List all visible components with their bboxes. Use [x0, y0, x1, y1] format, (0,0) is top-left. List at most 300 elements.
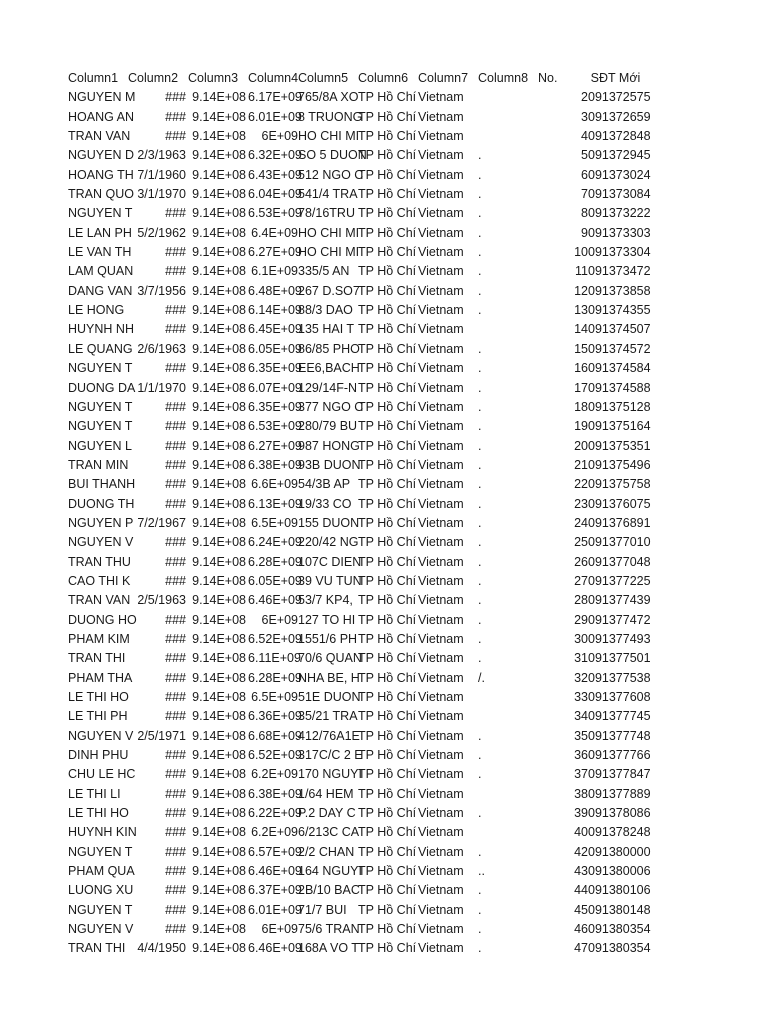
table-cell[interactable]: DUONG TH: [68, 496, 135, 511]
table-cell[interactable]: 54/3B AP: [298, 477, 351, 492]
table-cell[interactable]: 6.05E+09: [248, 341, 302, 356]
table-cell[interactable]: 168A VO T: [298, 941, 359, 956]
table-cell[interactable]: 42: [574, 844, 588, 859]
table-cell[interactable]: 20: [574, 438, 588, 453]
table-cell[interactable]: 512 NGO C: [298, 167, 364, 182]
table-cell[interactable]: Vietnam: [418, 477, 464, 492]
table-cell[interactable]: 6/213C CA: [298, 825, 360, 840]
table-cell[interactable]: /.: [478, 670, 485, 685]
table-cell[interactable]: 88/3 DAO: [298, 303, 353, 318]
table-cell[interactable]: 091377493: [588, 631, 651, 646]
table-cell[interactable]: 091380006: [588, 864, 651, 879]
table-cell[interactable]: TP Hồ Chí: [358, 90, 417, 105]
table-cell[interactable]: 6.35E+09: [248, 399, 302, 414]
table-cell[interactable]: 2/3/1963: [137, 148, 186, 163]
table-cell[interactable]: 39: [574, 806, 588, 821]
table-cell[interactable]: Vietnam: [418, 419, 464, 434]
table-cell[interactable]: 6: [581, 167, 588, 182]
table-cell[interactable]: 6.28E+09: [248, 554, 302, 569]
table-cell[interactable]: LE THI HO: [68, 690, 129, 704]
table-cell[interactable]: 25: [574, 535, 588, 550]
table-cell[interactable]: TP Hồ Chí: [358, 245, 417, 260]
table-cell[interactable]: 40: [574, 825, 588, 840]
table-cell[interactable]: 9.14E+08: [192, 129, 246, 144]
table-cell[interactable]: .: [478, 206, 482, 221]
table-cell[interactable]: 6.14E+09: [248, 303, 302, 318]
table-cell[interactable]: 1/64 HEM: [298, 786, 354, 801]
table-cell[interactable]: ###: [165, 767, 186, 782]
table-cell[interactable]: TP Hồ Chí: [358, 187, 417, 202]
column-header[interactable]: Column2: [128, 71, 179, 85]
table-cell[interactable]: 9.14E+08: [192, 187, 246, 202]
table-cell[interactable]: 22: [574, 477, 588, 492]
table-cell[interactable]: 2/2 CHAN: [298, 844, 355, 859]
table-cell[interactable]: [478, 823, 538, 842]
table-cell[interactable]: TP Hồ Chí: [358, 883, 417, 898]
table-cell[interactable]: 93B DUON: [298, 457, 361, 472]
table-cell[interactable]: 091377538: [588, 670, 651, 685]
table-cell[interactable]: LE THI LI: [68, 786, 121, 801]
table-cell[interactable]: Vietnam: [418, 264, 464, 279]
column-header[interactable]: Column5: [298, 71, 349, 85]
table-cell[interactable]: [478, 108, 538, 127]
table-cell[interactable]: 9.14E+08: [192, 883, 246, 898]
table-cell[interactable]: 6.52E+09: [248, 748, 302, 763]
table-cell[interactable]: 091380354: [588, 941, 651, 956]
table-cell[interactable]: 091377889: [588, 786, 651, 801]
table-cell[interactable]: TP Hồ Chí: [358, 109, 417, 124]
column-header[interactable]: Column6: [358, 71, 409, 85]
table-cell[interactable]: PHAM QUA: [68, 864, 135, 879]
table-cell[interactable]: .: [478, 748, 482, 763]
table-cell[interactable]: 9.14E+08: [192, 844, 246, 859]
table-cell[interactable]: TP Hồ Chí: [358, 535, 417, 550]
table-cell[interactable]: ###: [165, 496, 186, 511]
table-cell[interactable]: TRAN QUO: [68, 187, 134, 202]
table-cell[interactable]: 6.35E+09: [248, 361, 302, 376]
table-cell[interactable]: 987 HONG: [298, 438, 360, 453]
column-header[interactable]: SĐT Mới: [590, 71, 641, 85]
table-cell[interactable]: TRAN VAN: [68, 129, 131, 144]
table-cell[interactable]: 6.04E+09: [248, 187, 302, 202]
table-cell[interactable]: 6.01E+09: [248, 109, 302, 124]
table-cell[interactable]: 6.5E+09: [251, 515, 298, 530]
table-cell[interactable]: [478, 785, 538, 804]
table-cell[interactable]: 6.48E+09: [248, 283, 302, 298]
table-cell[interactable]: 9.14E+08: [192, 922, 246, 937]
table-cell[interactable]: 9.14E+08: [192, 438, 246, 453]
table-cell[interactable]: .: [478, 496, 482, 511]
table-cell[interactable]: 35: [574, 728, 588, 743]
table-cell[interactable]: ###: [165, 573, 186, 588]
table-cell[interactable]: ###: [165, 902, 186, 917]
table-cell[interactable]: ###: [165, 535, 186, 550]
table-cell[interactable]: 129/14F-N: [298, 380, 358, 395]
table-cell[interactable]: 6.38E+09: [248, 457, 302, 472]
table-cell[interactable]: 35/21 TRA: [298, 709, 358, 724]
table-cell[interactable]: ###: [165, 612, 186, 627]
table-cell[interactable]: TRAN THI: [68, 941, 126, 956]
table-cell[interactable]: 091380000: [588, 844, 651, 859]
table-cell[interactable]: 9.14E+08: [192, 341, 246, 356]
table-cell[interactable]: .: [478, 438, 482, 453]
table-cell[interactable]: 091373222: [588, 206, 651, 221]
table-cell[interactable]: DUONG HO: [68, 612, 137, 627]
table-cell[interactable]: HO CHI MI: [298, 225, 360, 240]
table-cell[interactable]: Vietnam: [418, 148, 464, 163]
table-cell[interactable]: TP Hồ Chí: [358, 651, 417, 666]
table-cell[interactable]: TRAN THU: [68, 554, 131, 569]
table-cell[interactable]: NGUYEN L: [68, 438, 132, 453]
table-cell[interactable]: 9: [581, 225, 588, 240]
table-cell[interactable]: HUYNH NH: [68, 322, 134, 337]
table-cell[interactable]: LE THI HO: [68, 806, 129, 821]
table-cell[interactable]: 19: [574, 419, 588, 434]
table-cell[interactable]: 091377501: [588, 651, 651, 666]
table-cell[interactable]: Vietnam: [418, 902, 464, 917]
table-cell[interactable]: ###: [165, 361, 186, 376]
table-cell[interactable]: ###: [165, 864, 186, 879]
table-cell[interactable]: ###: [165, 477, 186, 492]
table-cell[interactable]: ###: [165, 129, 186, 144]
table-cell[interactable]: NHA BE, H: [298, 670, 360, 685]
table-cell[interactable]: Vietnam: [418, 496, 464, 511]
table-cell[interactable]: 5: [581, 148, 588, 163]
table-cell[interactable]: 24: [574, 515, 588, 530]
table-cell[interactable]: 6.68E+09: [248, 728, 302, 743]
table-cell[interactable]: TP Hồ Chí: [358, 806, 417, 821]
table-cell[interactable]: NGUYEN V: [68, 922, 134, 937]
table-cell[interactable]: 091375496: [588, 457, 651, 472]
table-cell[interactable]: TP Hồ Chí: [358, 941, 417, 956]
table-cell[interactable]: NGUYEN T: [68, 361, 133, 376]
table-cell[interactable]: Vietnam: [418, 438, 464, 453]
table-cell[interactable]: Vietnam: [418, 380, 464, 395]
table-cell[interactable]: 12: [574, 283, 588, 298]
table-cell[interactable]: Vietnam: [418, 690, 464, 704]
table-cell[interactable]: TP Hồ Chí: [358, 264, 417, 279]
table-cell[interactable]: 7: [581, 187, 588, 202]
table-cell[interactable]: ###: [165, 748, 186, 763]
table-cell[interactable]: 9.14E+08: [192, 728, 246, 743]
table-cell[interactable]: .: [478, 922, 482, 937]
table-cell[interactable]: 091374588: [588, 380, 651, 395]
table-cell[interactable]: Vietnam: [418, 728, 464, 743]
table-cell[interactable]: ###: [165, 457, 186, 472]
table-cell[interactable]: .: [478, 651, 482, 666]
table-cell[interactable]: TRAN THI: [68, 651, 126, 666]
table-cell[interactable]: 4: [581, 129, 588, 144]
table-cell[interactable]: 9.14E+08: [192, 515, 246, 530]
column-header[interactable]: No.: [538, 71, 558, 85]
table-cell[interactable]: 6.2E+09: [251, 825, 298, 840]
table-cell[interactable]: Vietnam: [418, 670, 464, 685]
table-cell[interactable]: TP Hồ Chí: [358, 322, 417, 337]
table-cell[interactable]: 9.14E+08: [192, 748, 246, 763]
table-cell[interactable]: NGUYEN T: [68, 902, 133, 917]
table-cell[interactable]: 9.14E+08: [192, 864, 246, 879]
table-cell[interactable]: TP Hồ Chí: [358, 341, 417, 356]
table-cell[interactable]: .: [478, 806, 482, 821]
table-cell[interactable]: ..: [478, 864, 485, 879]
table-cell[interactable]: .: [478, 883, 482, 898]
table-cell[interactable]: Vietnam: [418, 593, 464, 608]
table-cell[interactable]: Vietnam: [418, 167, 464, 182]
table-cell[interactable]: 4/4/1950: [137, 941, 186, 956]
table-cell[interactable]: NGUYEN P: [68, 515, 134, 530]
table-cell[interactable]: 9.14E+08: [192, 245, 246, 260]
table-cell[interactable]: 6.28E+09: [248, 670, 302, 685]
table-cell[interactable]: 6.43E+09: [248, 167, 302, 182]
table-cell[interactable]: TP Hồ Chí: [358, 728, 417, 743]
table-cell[interactable]: 091373472: [588, 264, 651, 279]
table-cell[interactable]: Vietnam: [418, 303, 464, 318]
table-cell[interactable]: .: [478, 225, 482, 240]
table-cell[interactable]: 6E+09: [261, 129, 298, 144]
table-cell[interactable]: ###: [165, 399, 186, 414]
table-cell[interactable]: 091376891: [588, 515, 651, 530]
table-cell[interactable]: 6.52E+09: [248, 631, 302, 646]
table-cell[interactable]: 091378086: [588, 806, 651, 821]
table-cell[interactable]: 53/7 KP4,: [298, 593, 353, 608]
table-cell[interactable]: 71/7 BUI: [298, 902, 347, 917]
table-cell[interactable]: 091373303: [588, 225, 651, 240]
table-cell[interactable]: .: [478, 941, 482, 956]
table-cell[interactable]: 13: [574, 303, 588, 318]
table-cell[interactable]: HO CHI MI: [298, 129, 360, 144]
table-cell[interactable]: [478, 707, 538, 726]
table-cell[interactable]: 107C DIEN: [298, 554, 362, 569]
table-cell[interactable]: Vietnam: [418, 109, 464, 124]
table-cell[interactable]: 6E+09: [261, 922, 298, 937]
table-cell[interactable]: CHU LE HC: [68, 767, 136, 782]
table-cell[interactable]: EE6,BACH: [298, 361, 360, 376]
table-cell[interactable]: TRAN VAN: [68, 593, 131, 608]
table-cell[interactable]: 9.14E+08: [192, 90, 246, 105]
table-cell[interactable]: Vietnam: [418, 767, 464, 782]
table-cell[interactable]: TP Hồ Chí: [358, 496, 417, 511]
table-cell[interactable]: 3: [581, 109, 588, 124]
table-cell[interactable]: .: [478, 380, 482, 395]
column-header[interactable]: Column8: [478, 71, 529, 85]
table-cell[interactable]: 6.36E+09: [248, 709, 302, 724]
table-cell[interactable]: Vietnam: [418, 90, 464, 105]
table-cell[interactable]: Vietnam: [418, 129, 464, 144]
table-cell[interactable]: HOANG TH: [68, 167, 134, 182]
table-cell[interactable]: 9.14E+08: [192, 902, 246, 917]
table-cell[interactable]: 6.46E+09: [248, 864, 302, 879]
table-cell[interactable]: 5/2/1962: [137, 225, 186, 240]
table-cell[interactable]: TP Hồ Chí: [358, 438, 417, 453]
table-cell[interactable]: ###: [165, 825, 186, 840]
table-cell[interactable]: .: [478, 341, 482, 356]
table-cell[interactable]: 7/2/1967: [137, 515, 186, 530]
table-cell[interactable]: TP Hồ Chí: [358, 303, 417, 318]
table-cell[interactable]: 9.14E+08: [192, 477, 246, 492]
table-cell[interactable]: 28: [574, 593, 588, 608]
table-cell[interactable]: 15: [574, 341, 588, 356]
table-cell[interactable]: Vietnam: [418, 457, 464, 472]
table-cell[interactable]: Vietnam: [418, 535, 464, 550]
table-cell[interactable]: 37: [574, 767, 588, 782]
table-cell[interactable]: DUONG DA: [68, 380, 136, 395]
table-cell[interactable]: ###: [165, 883, 186, 898]
table-cell[interactable]: 36: [574, 748, 588, 763]
table-cell[interactable]: 6.5E+09: [251, 690, 298, 704]
table-cell[interactable]: ###: [165, 419, 186, 434]
table-cell[interactable]: .: [478, 477, 482, 492]
table-cell[interactable]: ###: [165, 303, 186, 318]
table-cell[interactable]: TRAN MIN: [68, 457, 129, 472]
table-cell[interactable]: Vietnam: [418, 515, 464, 530]
table-cell[interactable]: Vietnam: [418, 922, 464, 937]
table-cell[interactable]: LE VAN TH: [68, 245, 132, 260]
table-cell[interactable]: TP Hồ Chí: [358, 283, 417, 298]
table-cell[interactable]: 9.14E+08: [192, 380, 246, 395]
table-cell[interactable]: 7/1/1960: [137, 167, 186, 182]
table-cell[interactable]: NGUYEN T: [68, 206, 133, 221]
table-cell[interactable]: TP Hồ Chí: [358, 593, 417, 608]
table-cell[interactable]: 280/79 BU: [298, 419, 358, 434]
table-cell[interactable]: 6E+09: [261, 612, 298, 627]
table-cell[interactable]: LE LAN PH: [68, 225, 132, 240]
table-cell[interactable]: 9.14E+08: [192, 573, 246, 588]
table-cell[interactable]: 9.14E+08: [192, 206, 246, 221]
table-cell[interactable]: 8 TRUONG: [298, 109, 363, 124]
table-cell[interactable]: 38: [574, 786, 588, 801]
table-cell[interactable]: 9.14E+08: [192, 631, 246, 646]
table-cell[interactable]: SO 5 DUON: [298, 148, 367, 163]
table-cell[interactable]: .: [478, 554, 482, 569]
table-cell[interactable]: DINH PHU: [68, 748, 129, 763]
table-cell[interactable]: 9.14E+08: [192, 612, 246, 627]
table-cell[interactable]: 3/1/1970: [137, 187, 186, 202]
table-cell[interactable]: ###: [165, 786, 186, 801]
table-cell[interactable]: 091377766: [588, 748, 651, 763]
table-cell[interactable]: PHAM THA: [68, 670, 133, 685]
table-cell[interactable]: 9.14E+08: [192, 264, 246, 279]
table-cell[interactable]: 9.14E+08: [192, 767, 246, 782]
table-cell[interactable]: 127 TO HI: [298, 612, 356, 627]
table-cell[interactable]: ###: [165, 806, 186, 821]
table-cell[interactable]: 9.14E+08: [192, 303, 246, 318]
table-cell[interactable]: 9.14E+08: [192, 419, 246, 434]
table-cell[interactable]: 1551/6 PH: [298, 631, 358, 646]
table-cell[interactable]: TP Hồ Chí: [358, 554, 417, 569]
table-cell[interactable]: 091373858: [588, 283, 651, 298]
table-cell[interactable]: TP Hồ Chí: [358, 709, 417, 724]
table-cell[interactable]: 6.38E+09: [248, 786, 302, 801]
table-cell[interactable]: ###: [165, 690, 186, 704]
table-cell[interactable]: 9.14E+08: [192, 670, 246, 685]
table-cell[interactable]: 091373084: [588, 187, 651, 202]
table-cell[interactable]: 6.4E+09: [251, 225, 298, 240]
table-cell[interactable]: 091373024: [588, 167, 651, 182]
table-cell[interactable]: Vietnam: [418, 206, 464, 221]
table-cell[interactable]: LUONG XU: [68, 883, 134, 898]
table-cell[interactable]: BUI THANH: [68, 477, 136, 492]
table-cell[interactable]: NGUYEN T: [68, 419, 133, 434]
table-cell[interactable]: TP Hồ Chí: [358, 361, 417, 376]
table-cell[interactable]: 16: [574, 361, 588, 376]
table-cell[interactable]: TP Hồ Chí: [358, 477, 417, 492]
table-cell[interactable]: 6.1E+09: [251, 264, 298, 279]
table-cell[interactable]: 21: [574, 457, 588, 472]
table-cell[interactable]: 6.01E+09: [248, 902, 302, 917]
table-cell[interactable]: 6.46E+09: [248, 941, 302, 956]
table-cell[interactable]: 091377847: [588, 767, 651, 782]
table-cell[interactable]: 32: [574, 670, 588, 685]
table-cell[interactable]: 377 NGO C: [298, 399, 364, 414]
table-cell[interactable]: 47: [574, 941, 588, 956]
table-cell[interactable]: 091377439: [588, 593, 651, 608]
table-cell[interactable]: 70/6 QUAN: [298, 651, 362, 666]
table-cell[interactable]: Vietnam: [418, 612, 464, 627]
table-cell[interactable]: Vietnam: [418, 573, 464, 588]
table-cell[interactable]: 6.2E+09: [251, 767, 298, 782]
table-cell[interactable]: .: [478, 573, 482, 588]
table-cell[interactable]: 44: [574, 883, 588, 898]
table-cell[interactable]: 6.22E+09: [248, 806, 302, 821]
table-cell[interactable]: ###: [165, 438, 186, 453]
table-cell[interactable]: 27: [574, 573, 588, 588]
table-cell[interactable]: Vietnam: [418, 864, 464, 879]
table-cell[interactable]: 33: [574, 690, 588, 704]
table-cell[interactable]: ###: [165, 322, 186, 337]
table-cell[interactable]: HOANG AN: [68, 109, 134, 124]
table-cell[interactable]: 26: [574, 554, 588, 569]
table-cell[interactable]: TP Hồ Chí: [358, 767, 417, 782]
table-cell[interactable]: 091377745: [588, 709, 651, 724]
table-cell[interactable]: .: [478, 612, 482, 627]
table-cell[interactable]: NGUYEN V: [68, 728, 134, 743]
table-cell[interactable]: 9.14E+08: [192, 361, 246, 376]
table-cell[interactable]: 091380148: [588, 902, 651, 917]
table-cell[interactable]: TP Hồ Chí: [358, 148, 417, 163]
table-cell[interactable]: Vietnam: [418, 825, 464, 840]
table-cell[interactable]: .: [478, 844, 482, 859]
table-cell[interactable]: 3/7/1956: [137, 283, 186, 298]
table-cell[interactable]: 091378248: [588, 825, 651, 840]
table-cell[interactable]: LE THI PH: [68, 709, 128, 724]
table-cell[interactable]: CAO THI K: [68, 573, 131, 588]
table-cell[interactable]: Vietnam: [418, 225, 464, 240]
table-cell[interactable]: 317C/C 2 E: [298, 748, 363, 763]
table-cell[interactable]: 9.14E+08: [192, 535, 246, 550]
column-header[interactable]: Column3: [188, 71, 239, 85]
table-cell[interactable]: ###: [165, 709, 186, 724]
table-cell[interactable]: 091375351: [588, 438, 651, 453]
table-cell[interactable]: .: [478, 245, 482, 260]
table-cell[interactable]: TP Hồ Chí: [358, 167, 417, 182]
table-cell[interactable]: 19/33 CO: [298, 496, 352, 511]
table-cell[interactable]: Vietnam: [418, 844, 464, 859]
table-cell[interactable]: 9.14E+08: [192, 806, 246, 821]
table-cell[interactable]: ###: [165, 651, 186, 666]
table-cell[interactable]: 11: [575, 264, 588, 279]
table-cell[interactable]: 155 DUON: [298, 515, 360, 530]
table-cell[interactable]: TP Hồ Chí: [358, 399, 417, 414]
table-cell[interactable]: ###: [165, 844, 186, 859]
table-cell[interactable]: Vietnam: [418, 709, 464, 724]
table-cell[interactable]: PHAM KIM: [68, 631, 130, 646]
table-cell[interactable]: 091377608: [588, 690, 651, 704]
table-cell[interactable]: 6.6E+09: [251, 477, 298, 492]
table-cell[interactable]: 39 VU TUN: [298, 573, 362, 588]
table-cell[interactable]: NGUYEN D: [68, 148, 134, 163]
table-cell[interactable]: 1/1/1970: [137, 380, 186, 395]
table-cell[interactable]: 091380106: [588, 883, 651, 898]
